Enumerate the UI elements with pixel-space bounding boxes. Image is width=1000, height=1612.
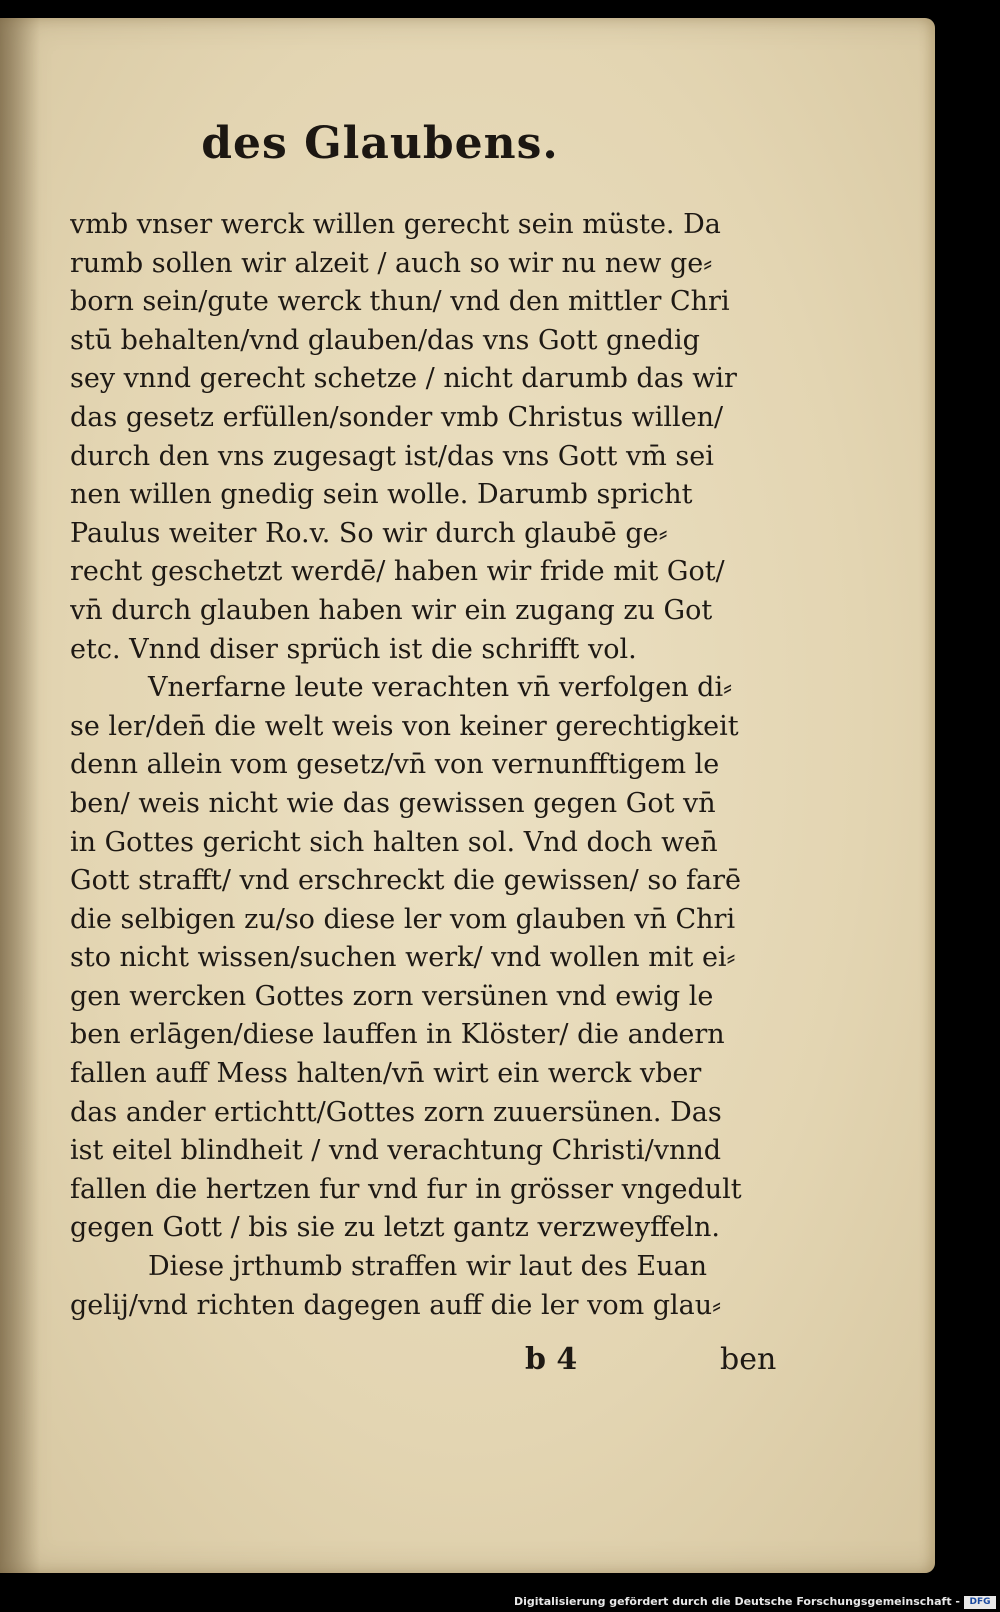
text-line: ben/ weis nicht wie das gewissen gegen Got vn̄ [70, 787, 716, 819]
text-line: etc. Vnnd diser sprüch ist die schrifft vol. [70, 633, 637, 665]
text-line: gen wercken Gottes zorn versünen vnd ewig le [70, 980, 714, 1012]
text-line: Diese jrthumb straffen wir laut des Euan [148, 1251, 707, 1283]
dfg-logo: DFG [964, 1596, 996, 1609]
text-line: born sein/gute werck thun/ vnd den mittler Chri [70, 286, 730, 318]
catchword: ben [720, 1342, 777, 1377]
text-line: ben erlāgen/diese lauffen in Klöster/ die andern [70, 1019, 725, 1051]
text-line: Gott strafft/ vnd erschreckt die gewissen/ so farē [70, 865, 742, 897]
text-line: vmb vnser werck willen gerecht sein müste. Da [70, 209, 721, 240]
text-line: das gesetz erfüllen/sonder vmb Christus willen/ [70, 401, 724, 433]
text-line: se ler/den̄ die welt weis von keiner gerechtigkeit [70, 710, 739, 742]
text-line: vn̄ durch glauben haben wir ein zugang zu Got [70, 594, 713, 626]
text-line: gegen Gott / bis sie zu letzt gantz verzweyffeln. [70, 1212, 720, 1244]
credit-text: Digitalisierung gefördert durch die Deutsche Forschungsgemeinschaft - [513, 1595, 960, 1608]
text-line: durch den vns zugesagt ist/das vns Gott vm̄ sei [70, 440, 714, 472]
book-page [0, 18, 935, 1573]
text-line: rumb sollen wir alzeit / auch so wir nu new ge⸗ [70, 247, 713, 279]
text-line: Vnerfarne leute verachten vn̄ verfolgen di⸗ [148, 672, 733, 704]
text-line: das ander ertichtt/Gottes zorn zuuersünen. Das [70, 1096, 722, 1128]
text-line: fallen die hertzen fur vnd fur in grösser vngedult [70, 1173, 742, 1205]
running-head: des Glaubens. [201, 118, 559, 169]
text-line: nen willen gnedig sein wolle. Darumb spricht [70, 479, 693, 511]
text-line: die selbigen zu/so diese ler vom glauben vn̄ Chri [70, 903, 736, 935]
text-line: gelij/vnd richten dagegen auff die ler vom glau⸗ [70, 1289, 722, 1321]
text-line: sto nicht wissen/suchen werk/ vnd wollen mit ei⸗ [70, 942, 736, 974]
text-line: denn allein vom gesetz/vn̄ von vernunfftigem le [70, 749, 720, 781]
page-footer [70, 1342, 790, 1382]
text-line: ist eitel blindheit / vnd verachtung Christi/vnnd [70, 1135, 722, 1167]
text-line: fallen auff Mess halten/vn̄ wirt ein werck vber [70, 1058, 702, 1090]
text-line: recht geschetzt werdē/ haben wir fride mit Got/ [70, 556, 725, 588]
text-line: sey vnnd gerecht schetze / nicht darumb das wir [70, 363, 737, 395]
signature-mark: b 4 [525, 1342, 578, 1377]
text-line: stū behalten/vnd glauben/das vns Gott gnedig [70, 324, 700, 356]
credit-bar [0, 1594, 1000, 1612]
text-line: Paulus weiter Ro.v. So wir durch glaubē ge⸗ [70, 517, 668, 549]
text-line: in Gottes gericht sich halten sol. Vnd doch wen̄ [70, 826, 718, 858]
page-text [70, 206, 790, 1325]
